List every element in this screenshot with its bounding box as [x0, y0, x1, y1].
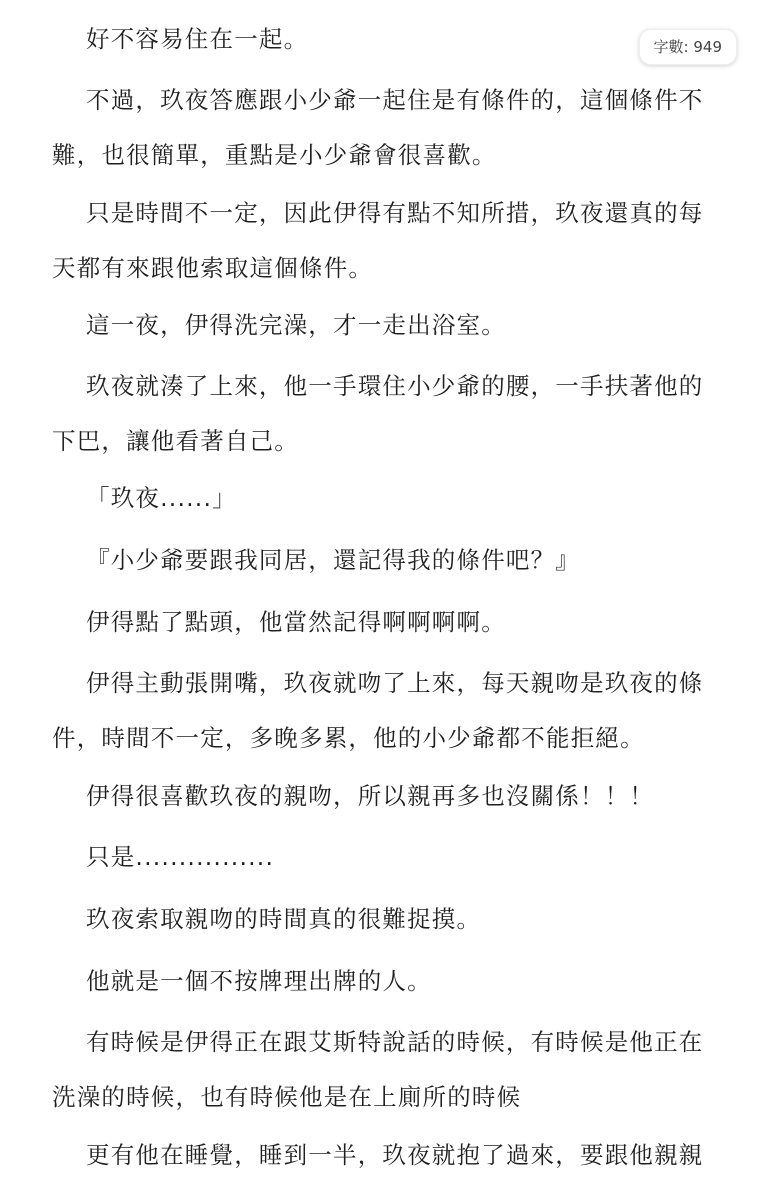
text-line: 只是................ [86, 843, 275, 871]
text-line: 這一夜，伊得洗完澡，才一走出浴室。 [86, 311, 506, 339]
text-line: 難，也很簡單，重點是小少爺會很喜歡。 [52, 141, 497, 169]
word-count-badge: 字數: 949 [639, 29, 737, 65]
paragraph [52, 73, 704, 183]
paragraph [52, 471, 237, 526]
paragraph [52, 12, 308, 67]
paragraph [52, 892, 481, 947]
paragraph [52, 830, 274, 885]
text-line: 『小少爺要跟我同居，還記得我的條件吧？』 [86, 546, 580, 574]
text-line: 天都有來跟他索取這個條件。 [52, 254, 374, 282]
text-line: 下巴，讓他看著自己。 [52, 427, 299, 455]
text-line: 玖夜就湊了上來，他一手環住小少爺的腰，一手扶著他的 [86, 372, 704, 400]
paragraph [52, 595, 506, 650]
paragraph [52, 186, 704, 296]
text-line: 好不容易住在一起。 [86, 25, 309, 53]
text-line: 有時候是伊得正在跟艾斯特說話的時候，有時候是他正在 [86, 1028, 704, 1056]
text-line: 洗澡的時候，也有時候他是在上廁所的時候 [52, 1083, 522, 1111]
paragraph [52, 1015, 704, 1125]
paragraph [52, 954, 432, 1009]
text-line: 只是時間不一定，因此伊得有點不知所措，玖夜還真的每 [86, 199, 704, 227]
text-line: 「玖夜......」 [86, 484, 237, 512]
text-line: 伊得點了點頭，他當然記得啊啊啊啊。 [86, 608, 506, 636]
paragraph [52, 298, 506, 353]
paragraph [52, 1128, 704, 1183]
paragraph [52, 533, 580, 588]
text-line: 伊得主動張開嘴，玖夜就吻了上來，每天親吻是玖夜的條 [86, 669, 704, 697]
text-line: 伊得很喜歡玖夜的親吻，所以親再多也沒關係！！！ [86, 782, 655, 810]
text-line: 不過，玖夜答應跟小少爺一起住是有條件的，這個條件不 [86, 86, 704, 114]
text-line: 玖夜索取親吻的時間真的很難捉摸。 [86, 905, 482, 933]
text-line: 他就是一個不按牌理出牌的人。 [86, 967, 432, 995]
text-line: 件，時間不一定，多晚多累，他的小少爺都不能拒絕。 [52, 724, 645, 752]
paragraph [52, 656, 704, 766]
text-line: 更有他在睡覺，睡到一半，玖夜就抱了過來，要跟他親親 [86, 1141, 704, 1169]
paragraph [52, 359, 704, 469]
paragraph [52, 769, 654, 824]
